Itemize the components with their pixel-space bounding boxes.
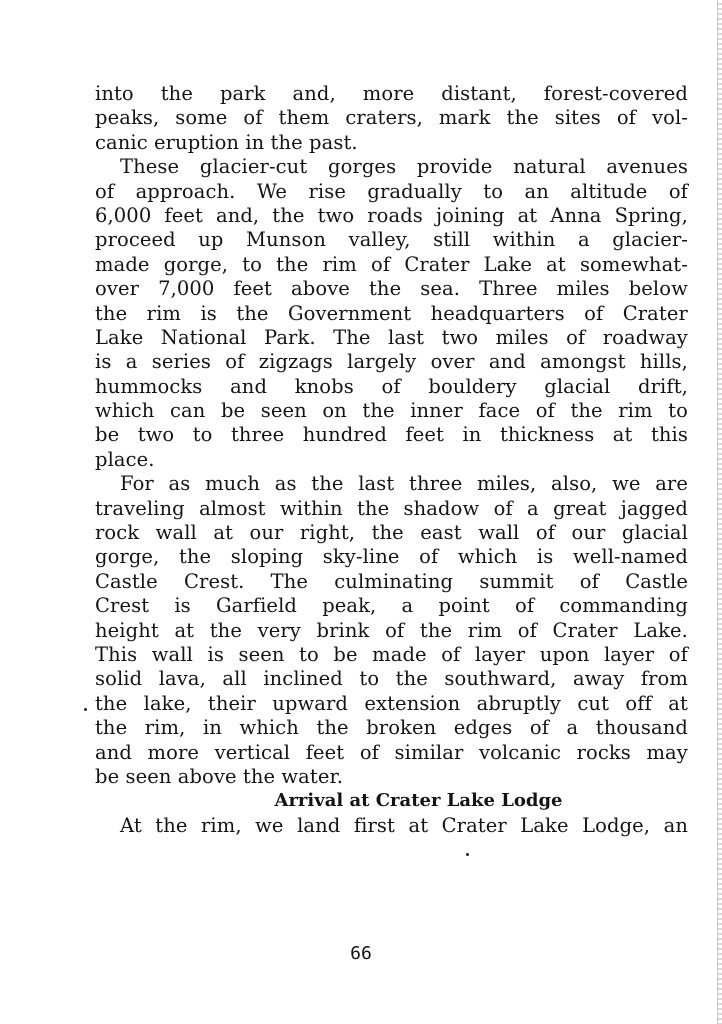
paragraphs [95, 82, 688, 789]
page-edge [717, 0, 722, 1024]
text-line: rock wall at our right, the east wall of our glacial [95, 521, 688, 545]
ink-speck [466, 853, 469, 856]
text-line: hummocks and knobs of bouldery glacial drift, [95, 374, 688, 398]
text-line: proceed up Munson valley, still within a glacier- [95, 228, 688, 252]
text-line: height at the very brink of the rim of Crater Lake. [95, 618, 688, 642]
text-line: peaks, some of them craters, mark the sites of vol- [95, 106, 688, 130]
text-line: At the rim, we land first at Crater Lake Lodge, an [120, 813, 688, 837]
text-line: which can be seen on the inner face of the rim to [95, 399, 688, 423]
text-line: This wall is seen to be made of layer upon layer of [95, 642, 688, 666]
ink-speck [84, 708, 87, 711]
text-line: the rim is the Government headquarters of Crater [95, 301, 688, 325]
text-line: be two to three hundred feet in thickness at this [95, 423, 688, 447]
text-line: is a series of zigzags largely over and amongst hills, [95, 350, 688, 374]
text-line: into the park and, more distant, forest-covered [95, 82, 688, 105]
text-line: Lake National Park. The last two miles of roadway [95, 325, 688, 349]
paragraph-continuation [95, 814, 688, 838]
text-line: 6,000 feet and, the two roads joining at Anna Spring, [95, 203, 688, 227]
text-line: These glacier-cut gorges provide natural avenues [120, 155, 688, 179]
text-line: be seen above the water. [95, 764, 344, 788]
text-line: For as much as the last three miles, also, we are [120, 472, 688, 496]
section-heading: Arrival at Crater Lake Lodge [274, 790, 563, 812]
text-line: Castle Crest. The culminating summit of Castle [95, 569, 688, 593]
page-number: 66 [350, 943, 372, 964]
text-line: Crest is Garfield peak, a point of commanding [95, 594, 688, 618]
text-line: of approach. We rise gradually to an altitude of [95, 179, 688, 203]
text-line: the lake, their upward extension abruptly cut off at [95, 691, 688, 715]
text-line: solid lava, all inclined to the southward, away from [95, 667, 688, 691]
text-line: made gorge, to the rim of Crater Lake at somewhat- [95, 252, 688, 276]
text-line: place. [95, 447, 155, 471]
text-line: over 7,000 feet above the sea. Three miles below [95, 277, 688, 301]
text-line: gorge, the sloping sky-line of which is well-named [95, 545, 688, 569]
text-line: traveling almost within the shadow of a great jagged [95, 496, 688, 520]
text-line: canic eruption in the past. [95, 130, 358, 154]
text-line: the rim, in which the broken edges of a thousand [95, 716, 688, 740]
body-text [95, 82, 688, 838]
text-line: and more vertical feet of similar volcanic rocks may [95, 740, 688, 764]
